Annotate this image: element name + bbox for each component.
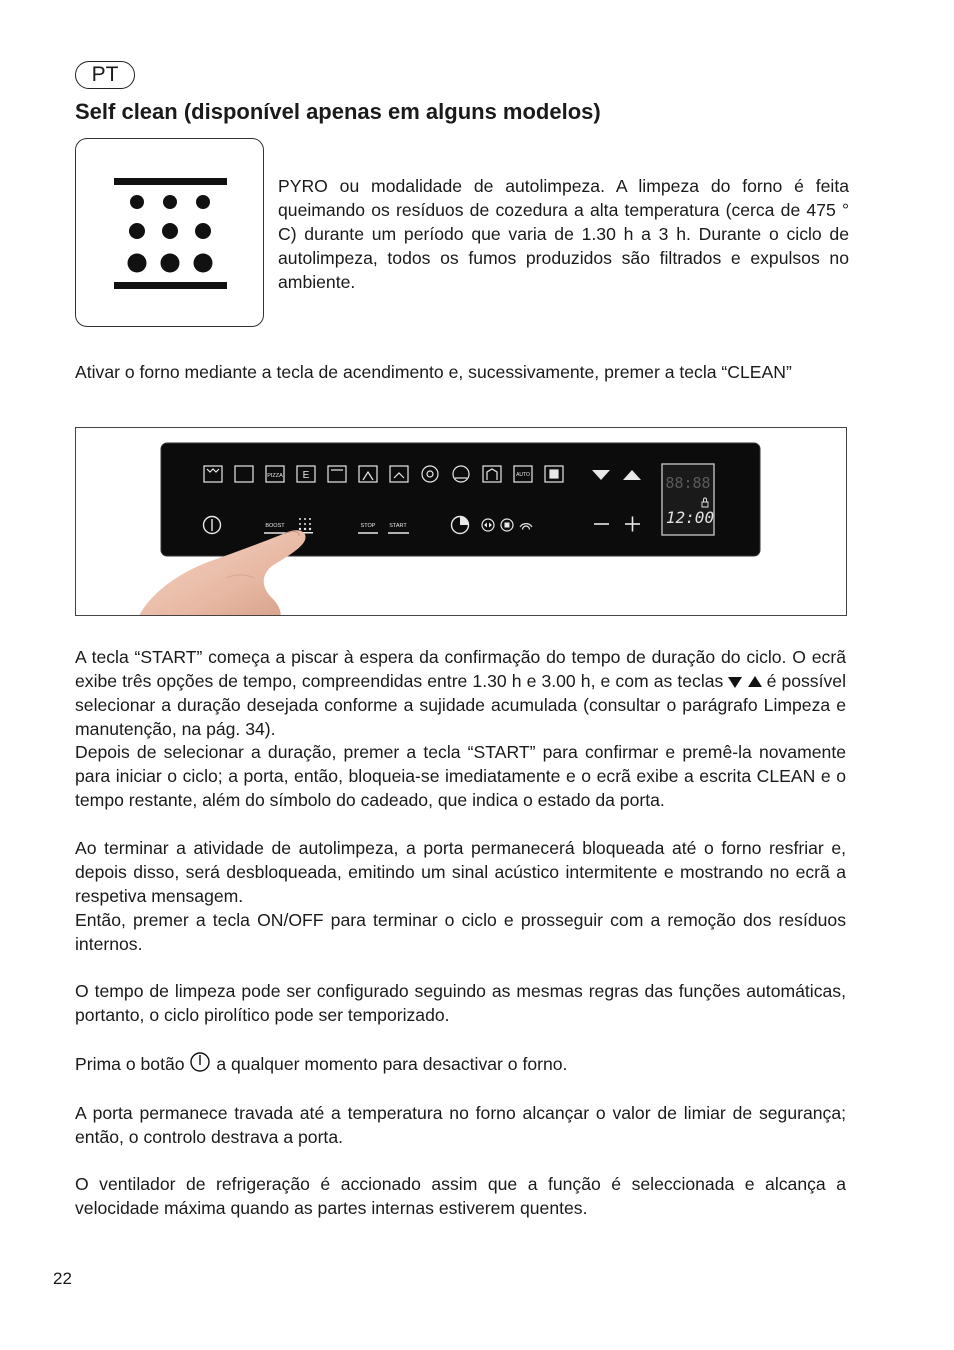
paragraph-door-lock: A porta permanece travada até a temperatura no forno alcançar o valor de limiar de segurança; então, o controlo destrava a porta. (75, 1103, 846, 1147)
control-panel-figure (75, 427, 847, 616)
page-number: 22 (53, 1269, 72, 1288)
section-heading: Self clean (disponível apenas em alguns modelos) (75, 99, 601, 124)
stop-key-label: STOP (360, 523, 376, 529)
display-time: 12:00 (665, 508, 715, 527)
arrow-up-icon (748, 676, 762, 687)
display-segments-top: 88:88 (665, 474, 711, 492)
paragraph-power-b: a qualquer momento para desactivar o forno. (216, 1054, 568, 1074)
paragraph-power-button (75, 1051, 846, 1076)
e-key-label: E (302, 470, 310, 481)
control-panel-illustration (76, 428, 846, 615)
paragraph-onoff: Então, premer a tecla ON/OFF para terminar o ciclo e prosseguir com a remoção dos resíduos internos. (75, 910, 846, 954)
paragraph-fan: O ventilador de refrigeração é accionado assim que a função é seleccionada e alcança a velocidade máxima quando as partes internas estiverem quentes. (75, 1174, 846, 1218)
paragraph-power-a: Prima o botão (75, 1054, 185, 1074)
pyro-self-clean-icon (76, 139, 262, 325)
paragraph-start-key (75, 645, 846, 741)
paragraph-end-cycle: Ao terminar a atividade de autolimpeza, a porta permanecerá bloqueada até o forno resfriar e, depois disso, será desbloqueada, emitindo um sinal acústico intermitente e mostrando no ecrã a respetiva mensagem. (75, 838, 846, 906)
paragraph-timer: O tempo de limpeza pode ser configurado seguindo as mesmas regras das funções automáticas, portanto, o ciclo pirolítico pode ser temporizado. (75, 981, 846, 1025)
pyro-icon-box (75, 138, 264, 327)
language-badge: PT (75, 61, 135, 89)
power-icon (189, 1051, 211, 1073)
activate-text: Ativar o forno mediante a tecla de acendimento e, sucessivamente, premer a tecla “CLEAN” (75, 362, 792, 382)
start-key-label: START (389, 523, 407, 529)
paragraph-start-key-b: é possível selecionar a duração desejada conforme a sujidade acumulada (consultar o parágrafo Limpeza e manutenção, na pág. 34). (75, 671, 846, 739)
arrow-down-icon (728, 677, 742, 688)
auto-key-label: AUTO (516, 472, 530, 478)
pizza-key-label: PIZZA (267, 473, 283, 479)
paragraph-start-key-a: A tecla “START” começa a piscar à espera da confirmação do tempo de duração do ciclo. O ecrã exibe três opções de tempo, compreendidas entre 1.30 h e 3.00 h, e com as teclas (75, 647, 846, 691)
intro-text: PYRO ou modalidade de autolimpeza. A limpeza do forno é feita queimando os resíduos de cozedura a alta temperatura (cerca de 475 ° C) durante um período que varia de 1.30 h a 3 h. Durante o ciclo de autolimpeza, todos os fumos produzidos são filtrados e expulsos no ambiente. (278, 176, 849, 292)
paragraph-duration: Depois de selecionar a duração, premer a tecla “START” para confirmar e premê-la novamente para iniciar o ciclo; a porta, então, bloqueia-se imediatamente e o ecrã exibe a escrita CLEAN e o tempo restante, além do símbolo do cadeado, que indica o estado da porta. (75, 742, 846, 810)
boost-key-label: BOOST (265, 523, 285, 529)
